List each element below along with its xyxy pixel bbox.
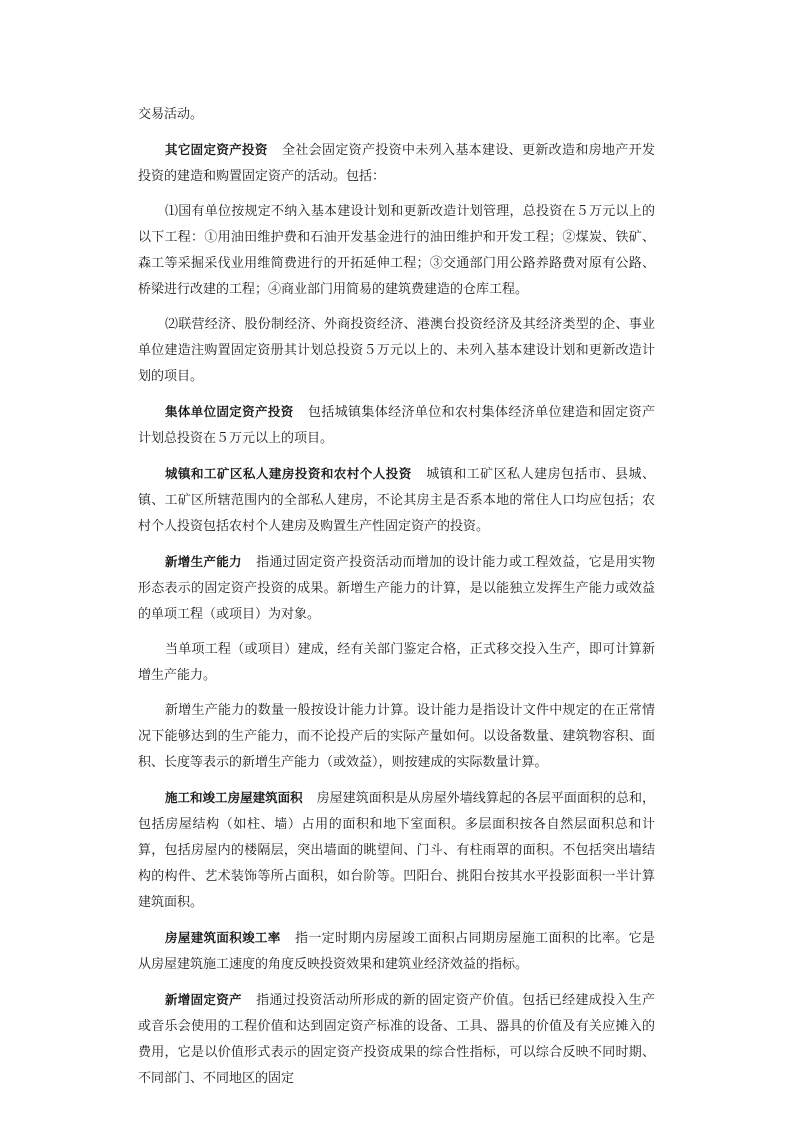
paragraph-text: ⑴国有单位按规定不纳入基本建设计划和更新改造计划管理，总投资在５万元以上的以下工程：①用油田维护费和石油开发基金进行的油田维护和开发工程；②煤炭、铁矿、森工等采掘采伐业用维简费进行的开拓延伸工程；③交通部门用公路养路费对原有公路、桥梁进行改建的工程；④商业部门用简易的建筑费建造的仓库工程。 bbox=[138, 204, 655, 297]
paragraph-8 bbox=[138, 698, 655, 776]
paragraph-4 bbox=[138, 399, 655, 452]
paragraph-1 bbox=[138, 137, 655, 190]
paragraph-2 bbox=[138, 199, 655, 303]
paragraph-text: 交易活动。 bbox=[138, 107, 204, 122]
paragraph-5 bbox=[138, 461, 655, 540]
paragraph-6 bbox=[138, 549, 655, 628]
paragraph-0 bbox=[138, 102, 655, 128]
paragraph-text: 房屋建筑面积是从房屋外墙线算起的各层平面面积的总和，包括房屋结构（如柱、墙）占用的面积和地下室面积。多层面积按各自然层面积总和计算，包括房屋内的楼隔层，突出墙面的眺望间、门斗、有柱雨罩的面积。不包括突出墙结构的构件、艺术装饰等所占面积，如台阶等。凹阳台、挑阳台按其水平投影面积一半计算建筑面积。 bbox=[138, 791, 655, 910]
paragraph-text: 指通过固定资产投资活动而增加的设计能力或工程效益，它是用实物形态表示的固定资产投资的成果。新增生产能力的计算，是以能独立发挥生产能力或效益的单项工程（或项目）为对象。 bbox=[138, 555, 655, 622]
paragraph-11 bbox=[138, 987, 655, 1092]
term-heading: 集体单位固定资产投资 bbox=[165, 404, 294, 419]
term-heading: 新增固定资产 bbox=[165, 992, 242, 1007]
term-heading: 其它固定资产投资 bbox=[165, 142, 268, 157]
paragraph-9 bbox=[138, 785, 655, 916]
term-heading: 新增生产能力 bbox=[165, 554, 242, 569]
paragraph-7 bbox=[138, 637, 655, 689]
paragraph-text: ⑵联营经济、股份制经济、外商投资经济、港澳台投资经济及其经济类型的企、事业单位建造注购置固定资册其计划总投资５万元以上的、未列入基本建设计划和更新改造计划的项目。 bbox=[138, 317, 655, 384]
term-heading: 城镇和工矿区私人建房投资和农村个人投资 bbox=[165, 466, 412, 481]
term-heading: 房屋建筑面积竣工率 bbox=[165, 930, 281, 945]
paragraph-3 bbox=[138, 312, 655, 390]
paragraph-text: 全社会固定资产投资中未列入基本建设、更新改造和房地产开发投资的建造和购置固定资产的活动。包括： bbox=[138, 143, 655, 184]
paragraph-text: 指通过投资活动所形成的新的固定资产价值。包括已经建成投入生产或音乐会使用的工程价值和达到固定资产标准的设备、工具、器具的价值及有关应摊入的费用，它是以价值形式表示的固定资产投资成果的综合性指标，可以综合反映不同时期、不同部门、不同地区的固定 bbox=[138, 993, 655, 1086]
paragraph-text: 城镇和工矿区私人建房包括市、县城、镇、工矿区所辖范围内的全部私人建房，不论其房主是否系本地的常住人口均应包括；农村个人投资包括农村个人建房及购置生产性固定资产的投资。 bbox=[138, 467, 655, 534]
paragraph-text: 包括城镇集体经济单位和农村集体经济单位建造和固定资产计划总投资在５万元以上的项目。 bbox=[138, 405, 655, 446]
term-heading: 施工和竣工房屋建筑面积 bbox=[165, 790, 303, 805]
paragraph-text: 当单项工程（或项目）建成，经有关部门鉴定合格，正式移交投入生产，即可计算新增生产能力。 bbox=[138, 642, 655, 683]
paragraph-text: 新增生产能力的数量一般按设计能力计算。设计能力是指设计文件中规定的在正常情况下能够达到的生产能力，而不论投产后的实际产量如何。以设备数量、建筑物容积、面积、长度等表示的新增生产能力（或效益），则按建成的实际数量计算。 bbox=[138, 703, 655, 770]
paragraph-text: 指一定时期内房屋竣工面积占同期房屋施工面积的比率。它是从房屋建筑施工速度的角度反映投资效果和建筑业经济效益的指标。 bbox=[138, 931, 655, 972]
paragraph-10 bbox=[138, 925, 655, 978]
